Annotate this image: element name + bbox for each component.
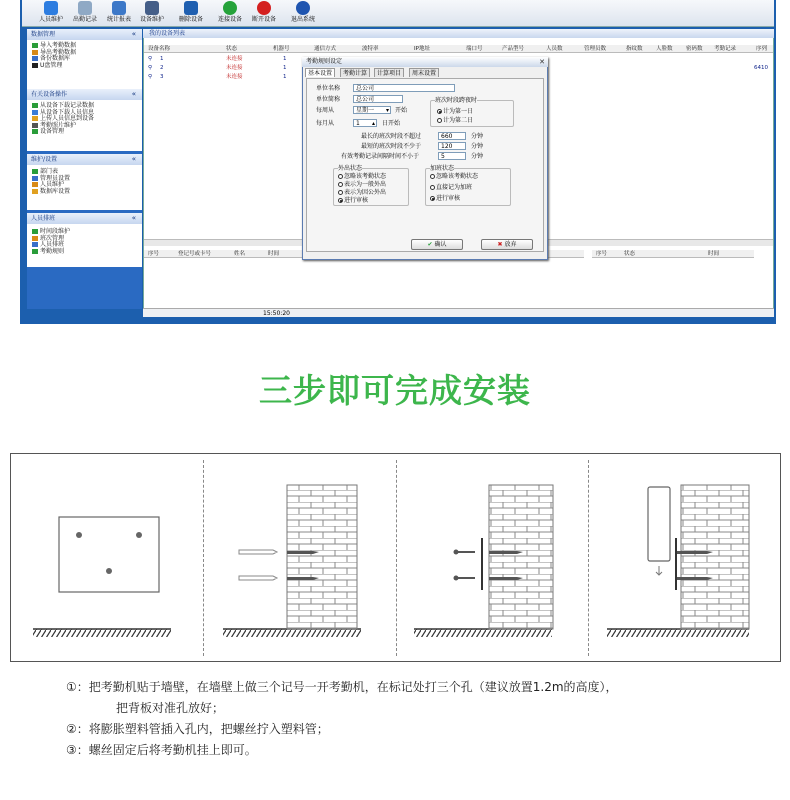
week-label: 每周从 <box>316 107 335 114</box>
button-label: 确认 <box>434 241 447 248</box>
sidebar-section-maintenance <box>27 154 142 210</box>
toolbar-button[interactable] <box>34 1 68 26</box>
radio-off <box>430 174 435 179</box>
event-table-header <box>592 250 754 258</box>
col-header[interactable]: 序号 <box>148 251 160 257</box>
admin-icon <box>32 176 38 181</box>
section-title: 有关设备操作 <box>31 91 68 98</box>
close-icon[interactable]: ✕ <box>539 58 545 66</box>
sidebar-item-rules[interactable] <box>27 249 142 256</box>
short-name-input[interactable]: 总公司 <box>353 95 403 103</box>
radio-label: 进行审核 <box>436 195 461 202</box>
item-label: 时间段维护 <box>40 228 71 235</box>
col-header[interactable]: 序号 <box>596 251 608 257</box>
col-header[interactable]: 姓名 <box>234 251 246 257</box>
radio-on <box>430 196 435 201</box>
col-header[interactable]: 状态 <box>226 46 238 52</box>
chevron-down-icon: ▾ <box>385 107 389 114</box>
toolbar-label: 断开设备 <box>251 16 276 23</box>
group-title: 外出状态 <box>338 165 363 172</box>
radio-off <box>338 174 343 179</box>
confirm-button[interactable] <box>411 239 463 250</box>
radio-option[interactable] <box>338 189 386 196</box>
toolbar-label: 人员维护 <box>38 16 63 23</box>
col-header[interactable]: 设备名称 <box>148 46 171 52</box>
col-header[interactable]: 时间 <box>708 251 720 257</box>
toolbar-button[interactable] <box>102 1 136 26</box>
panel-title-text: 我的设备列表 <box>149 30 186 37</box>
radio-label: 直接记为加班 <box>436 184 473 191</box>
step-divider <box>396 460 397 656</box>
sidebar-item-db-settings[interactable] <box>27 189 142 196</box>
radio-option[interactable] <box>430 195 460 202</box>
database-icon <box>32 56 38 61</box>
export-icon <box>32 50 38 55</box>
section-header[interactable] <box>27 89 142 100</box>
device-icon: ⚲ <box>148 56 153 62</box>
item-label: 人员排班 <box>40 241 65 248</box>
group-title: 班次时段跨夜时 <box>435 97 478 104</box>
group-title: 加班状态 <box>430 165 455 172</box>
photo-icon <box>32 123 38 128</box>
sidebar-section-data <box>27 29 142 89</box>
item-label: U盘管理 <box>40 61 63 69</box>
tab-weekend[interactable]: 周末设置 <box>409 68 439 77</box>
week-select[interactable] <box>353 106 391 114</box>
report-icon <box>112 1 126 15</box>
exit-icon <box>296 1 310 15</box>
gap-unit: 分钟 <box>471 153 484 160</box>
radio-on <box>338 198 343 203</box>
tab-calc[interactable]: 考勤计算 <box>340 68 370 77</box>
step-divider <box>203 460 204 656</box>
item-label: 管理员设置 <box>40 174 71 182</box>
device-settings-icon <box>145 1 159 15</box>
delete-icon <box>184 1 198 15</box>
item-label: 从设备下载记录数据 <box>40 102 95 109</box>
gap-label: 有效考勤记录间隔时间不小于 <box>341 153 420 160</box>
item-label: 导出考勤数据 <box>40 48 77 56</box>
radio-off <box>437 118 442 123</box>
step-1-continued: 把背板对准孔放好； <box>116 701 225 715</box>
col-header[interactable]: 端口号 <box>466 46 483 52</box>
col-header[interactable]: 考勤记录 <box>714 46 737 52</box>
double-chevron-up-icon[interactable]: « <box>131 90 136 98</box>
department-icon <box>32 169 38 174</box>
col-header[interactable]: 人脸数 <box>656 46 673 52</box>
radio-second-day[interactable] <box>437 117 473 124</box>
install-steps <box>66 677 766 761</box>
week-suffix: 开始 <box>395 107 408 114</box>
step-3-text: ③：螺丝固定后将考勤机挂上即可。 <box>66 743 257 757</box>
col-header[interactable]: 机器号 <box>273 46 290 52</box>
toolbar-label: 统计报表 <box>106 16 131 23</box>
step-1-text: ①：把考勤机贴于墙壁，在墙壁上做三个记号一开考勤机，在标记处打三个孔（建议放置1.2m的高度）， <box>66 680 618 694</box>
item-label: 上传人员信息到设备 <box>40 115 95 122</box>
status-time: 15:50:20 <box>263 310 290 317</box>
radio-option[interactable] <box>430 173 478 180</box>
company-input[interactable]: 总公司 <box>353 84 455 92</box>
toolbar-button[interactable] <box>247 1 281 26</box>
col-header[interactable]: 波特率 <box>362 46 379 52</box>
serial-value: 6410 <box>754 65 768 71</box>
usb-icon <box>32 63 38 68</box>
short-name-label: 单位简称 <box>316 96 341 103</box>
radio-option[interactable] <box>338 181 386 188</box>
col-header[interactable]: 序列 <box>756 46 768 52</box>
dialog-titlebar <box>302 57 548 67</box>
radio-label: 计为第二日 <box>443 117 474 124</box>
col-header[interactable]: 指纹数 <box>626 46 643 52</box>
radio-label: 进行审核 <box>344 197 369 204</box>
col-header[interactable]: IP地址 <box>414 46 430 52</box>
radio-off <box>430 185 435 190</box>
section-header[interactable] <box>27 154 142 165</box>
min-label: 最短的班次时段不少于 <box>361 143 422 150</box>
device-status: 未连接 <box>226 65 243 71</box>
device-id: 1 <box>283 65 287 71</box>
radio-first-day[interactable] <box>437 108 473 115</box>
toolbar-label: 删除设备 <box>178 16 203 23</box>
database-icon <box>32 189 38 194</box>
item-label: 人员维护 <box>40 181 65 188</box>
double-chevron-up-icon[interactable]: « <box>131 30 136 38</box>
people-icon <box>44 1 58 15</box>
radio-option[interactable] <box>430 184 472 191</box>
cross-day-group <box>430 97 514 127</box>
sidebar-section-shifts <box>27 213 142 267</box>
radio-off <box>338 190 343 195</box>
clock-icon <box>78 1 92 15</box>
company-label: 单位名称 <box>316 85 341 92</box>
sidebar-section-device <box>27 89 142 151</box>
toolbar-label: 设备维护 <box>139 16 164 23</box>
toolbar-label: 连接设备 <box>217 16 242 23</box>
close-icon: ✖ <box>497 241 505 248</box>
schedule-icon <box>32 242 38 247</box>
item-label: 考勤照片维护 <box>40 121 77 129</box>
sidebar <box>27 29 142 309</box>
toolbar-button[interactable] <box>174 1 208 26</box>
step-divider <box>588 460 589 656</box>
toolbar-button[interactable] <box>286 1 320 26</box>
upload-icon <box>32 116 38 121</box>
radio-label: 计为第一日 <box>443 108 474 115</box>
tab-items[interactable]: 计算项目 <box>374 68 404 77</box>
radio-option[interactable] <box>338 173 386 180</box>
device-name: 3 <box>160 74 164 80</box>
col-header[interactable]: 时间 <box>268 251 280 257</box>
button-label: 放弃 <box>504 241 517 248</box>
rules-icon <box>32 249 38 254</box>
radio-on <box>437 109 442 114</box>
slogan: 三步即可完成安装 <box>259 371 531 410</box>
device-table-header <box>144 45 773 53</box>
status-bar <box>143 308 774 317</box>
sidebar-item-usb[interactable] <box>27 63 142 70</box>
col-header[interactable]: 产品型号 <box>502 46 525 52</box>
toolbar-label: 出勤记录 <box>72 16 97 23</box>
max-stepper[interactable]: 660 <box>438 132 466 140</box>
connect-icon <box>223 1 237 15</box>
toolbar-buttons <box>22 0 774 27</box>
min-unit: 分钟 <box>471 143 484 150</box>
overtime-status-group <box>425 165 511 206</box>
radio-label: 忽略该考勤状态 <box>344 173 387 180</box>
radio-label: 表示为因公外出 <box>344 189 387 196</box>
import-icon <box>32 43 38 48</box>
col-header[interactable]: 人员数 <box>546 46 563 52</box>
download-icon <box>32 103 38 108</box>
col-header[interactable]: 管理员数 <box>584 46 607 52</box>
device-icon: ⚲ <box>148 74 153 80</box>
dialog-title: 考勤规则设定 <box>306 58 343 65</box>
device-name: 2 <box>160 65 164 71</box>
section-title: 数据管理 <box>31 31 56 38</box>
max-unit: 分钟 <box>471 133 484 140</box>
month-label: 每月从 <box>316 120 335 127</box>
toolbar-label: 退出系统 <box>290 16 315 23</box>
device-status: 未连接 <box>226 74 243 80</box>
device-name: 1 <box>160 56 164 62</box>
check-icon: ✔ <box>427 241 435 248</box>
device-icon: ⚲ <box>148 65 153 71</box>
item-label: 考勤规则 <box>40 247 65 255</box>
person-icon <box>32 182 38 187</box>
item-label: 数据库设置 <box>40 187 71 195</box>
toolbar-button[interactable] <box>68 1 102 26</box>
device-status: 未连接 <box>226 56 243 62</box>
item-label: 从设备下载人员信息 <box>40 108 95 116</box>
section-header[interactable] <box>27 213 142 224</box>
gap-stepper[interactable]: 5 <box>438 152 466 160</box>
col-header[interactable]: 登记号或卡号 <box>178 251 212 257</box>
section-title: 维护/设置 <box>31 156 58 163</box>
disconnect-icon <box>257 1 271 15</box>
item-label: 备份数据库 <box>40 55 71 62</box>
sidebar-item-devices[interactable] <box>27 129 142 136</box>
item-label: 班次管理 <box>40 234 65 242</box>
item-label: 设备管理 <box>40 128 65 135</box>
radio-off <box>338 182 343 187</box>
panel-title <box>143 29 774 38</box>
item-label: 部门表 <box>40 168 59 175</box>
clock-icon <box>32 229 38 234</box>
tab-basic[interactable]: 基本设置 <box>305 68 335 77</box>
step-2-text: ②：将膨胀塑料管插入孔内，把螺丝拧入塑料管； <box>66 722 329 736</box>
toolbar-button[interactable] <box>135 1 169 26</box>
toolbar-button[interactable] <box>213 1 247 26</box>
cancel-button[interactable] <box>481 239 533 250</box>
device-icon <box>32 129 38 134</box>
min-stepper[interactable]: 120 <box>438 142 466 150</box>
out-status-group <box>333 165 409 206</box>
device-id: 1 <box>283 56 287 62</box>
col-header[interactable]: 密码数 <box>686 46 703 52</box>
month-stepper[interactable] <box>353 119 377 127</box>
device-id: 1 <box>283 74 287 80</box>
rules-dialog <box>302 57 548 260</box>
col-header[interactable]: 通信方式 <box>314 46 337 52</box>
radio-label: 表示为一般外出 <box>344 181 387 188</box>
item-label: 导入考勤数据 <box>40 42 77 49</box>
double-chevron-up-icon[interactable]: « <box>131 214 136 222</box>
week-value: 星期一 <box>356 107 375 114</box>
double-chevron-up-icon[interactable]: « <box>131 155 136 163</box>
section-header[interactable] <box>27 29 142 40</box>
radio-label: 忽略该考勤状态 <box>436 173 479 180</box>
shift-icon <box>32 236 38 241</box>
spin-icon: ▴ <box>371 120 375 127</box>
radio-option[interactable] <box>338 197 368 204</box>
section-title: 人员排班 <box>31 215 56 222</box>
month-suffix: 日开始 <box>382 120 401 127</box>
month-value: 1 <box>356 120 360 127</box>
col-header[interactable]: 状态 <box>624 251 636 257</box>
max-label: 最长的班次时段不超过 <box>361 133 422 140</box>
download-icon <box>32 110 38 115</box>
